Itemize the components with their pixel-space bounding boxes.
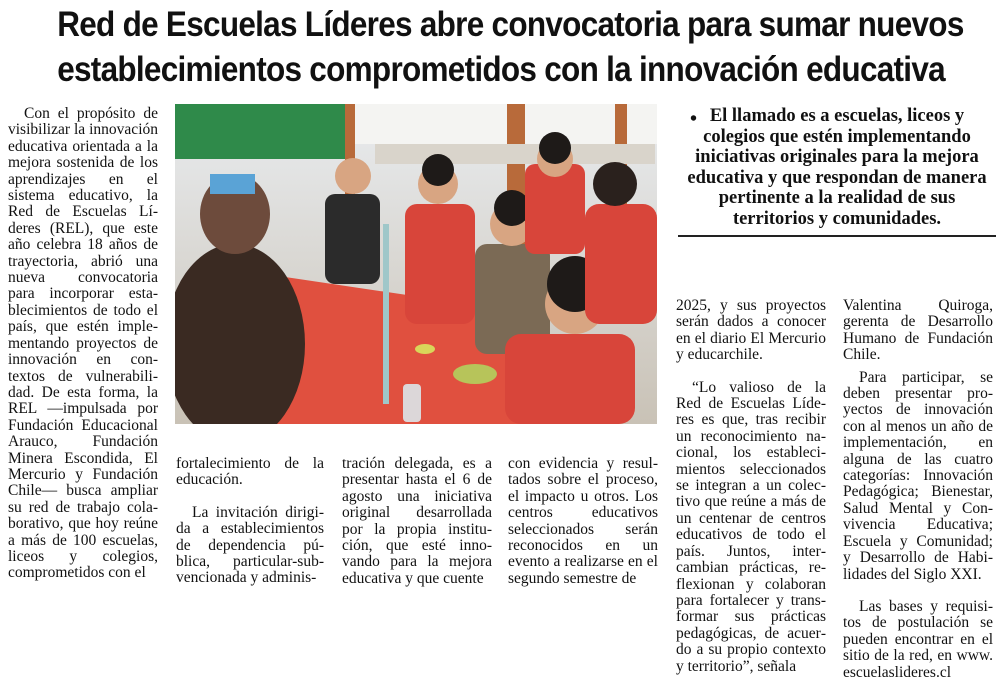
article-column-2	[176, 456, 324, 596]
article-column-3	[342, 456, 492, 596]
paragraph: Valentina Quiroga, gerenta de Desarrollo Humano de Fundación Chile.	[843, 298, 993, 364]
test-tube	[383, 224, 389, 404]
paragraph: Con el propósito de visibilizar la innovación educativa orientada a la mejora sostenida de los aprendizajes en el sistema educativo, la Red de Escuelas Líderes (REL), que este año celebra 18 años de trayectoria, abrió una nueva convocatoria para incorporar establecimientos de todo el país, que estén implementando proyectos de innovación en contextos de vulnerabilidad. De esta forma, la REL —impulsada por Fundación Educacional Arauco, Fundación Minera Escondida, El Mercurio y Fundación Chile— busca ampliar su red de trabajo colaborativo, que hoy reúne a más de 100 escuelas, liceos y colegios, comprometidos con el	[8, 106, 158, 582]
headline-line-2: establecimientos comprometidos con la innovación educativa	[57, 50, 945, 89]
article-column-6	[843, 298, 993, 682]
headline-line-1: Red de Escuelas Líderes abre convocatoria para sumar nuevos	[57, 5, 964, 44]
tent-canopy	[355, 104, 657, 144]
callout-text: El llamado es a escuelas, liceos y colegios que estén implementando iniciativas originales para la mejora educativa y que respondan de manera pertinente a la realidad de sus territorios y comunidades.	[687, 106, 987, 229]
article-column-5	[676, 298, 826, 682]
paragraph: Las bases y requisitos de postulación se pueden encontrar en el sitio de la red, en www. escuelaslideres.cl	[843, 597, 993, 681]
paragraph: La invitación dirigida a establecimientos de dependencia pública, particular-subvencionada y adminis-	[176, 503, 324, 587]
paragraph: tración delegada, es a presentar hasta el 6 de agosto una iniciativa original desarrollada por la propia institución, que esté innovando para la mejora educativa y que cuente	[342, 456, 492, 587]
green-roof	[175, 104, 355, 159]
callout-box	[678, 106, 996, 237]
paragraph: Para participar, se deben presentar proyectos de innovación con al menos un año de implementación, en alguna de las cuatro categorías: Innovación Pedagógica; Bienestar, Salud Mental y Convivencia Educativa; Escuela y Comunidad; y Desarrollo de Habilidades del Siglo XXI.	[843, 368, 993, 583]
article-column-4	[508, 456, 658, 596]
photo-students-science-activity	[175, 104, 657, 424]
paragraph: “Lo valioso de la Red de Escuelas Líderes es que, tras recibir un reconocimiento nacional, los establecimientos seleccionados se integran a un colectivo que reúne a más de un centenar de centros educativos de todo el país. Juntos, intercambian prácticas, reflexionan y colaboran para fortalecer y transformar sus prácticas pedagógicas, de acuerdo a su propio contexto y territorio”, señala	[676, 378, 826, 675]
article-photo	[175, 104, 657, 424]
paragraph: con evidencia y resultados sobre el proceso, el impacto u otros. Los centros educativos seleccionados serán reconocidos en un evento a realizarse en el segundo semestre de	[508, 456, 658, 587]
headline	[57, 2, 964, 92]
paragraph: 2025, y sus proyectos serán dados a conocer en el diario El Mercurio y educarchile.	[676, 298, 826, 364]
article-column-1	[8, 106, 158, 586]
callout-bullet: •	[690, 108, 698, 130]
paragraph: fortalecimiento de la educación.	[176, 456, 324, 489]
